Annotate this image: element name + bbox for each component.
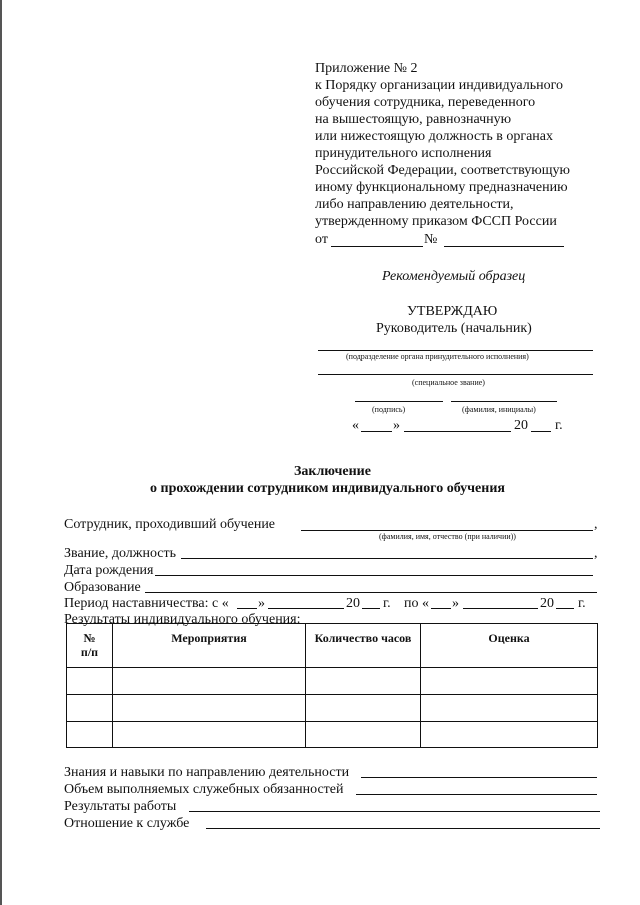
period-close-quote: » [258, 596, 265, 611]
work-results-field[interactable] [189, 811, 600, 812]
rank-position-label: Звание, должность [64, 546, 177, 561]
table-cell[interactable] [306, 668, 421, 695]
birth-date-label: Дата рождения [64, 563, 154, 578]
table-row [67, 668, 598, 695]
unit-hint: (подразделение органа принудительного исполнения) [346, 352, 529, 361]
work-results-label: Результаты работы [64, 799, 177, 814]
table-cell[interactable] [421, 695, 598, 722]
date-year-prefix: 20 [514, 418, 528, 433]
signature-hint: (подпись) [372, 405, 406, 414]
period-g2: г. [578, 596, 586, 611]
date-close-quote: » [393, 418, 400, 433]
period-to-label: по « [404, 596, 429, 611]
approve-title: УТВЕРЖДАЮ [407, 304, 498, 319]
rank-comma: , [594, 546, 598, 561]
employee-field[interactable] [301, 530, 593, 531]
employee-comma: , [594, 517, 598, 532]
appendix-line: или нижестоящую должность в органах [315, 129, 553, 144]
table-cell[interactable] [421, 722, 598, 748]
table-row [67, 695, 598, 722]
results-label: Результаты индивидуального обучения: [64, 612, 301, 627]
doc-subtitle: о прохождении сотрудником индивидуального обучения [150, 481, 505, 496]
appendix-number-label: № [424, 232, 438, 247]
table-cell[interactable] [67, 695, 113, 722]
birth-date-field[interactable] [155, 575, 593, 576]
attitude-label: Отношение к службе [64, 816, 190, 831]
appendix-line: обучения сотрудника, переведенного [315, 95, 536, 110]
header-hours: Количество часов [306, 624, 421, 668]
appendix-line: Российской Федерации, соответствующую [315, 163, 570, 178]
appendix-date-line[interactable] [331, 246, 423, 247]
table-row [67, 722, 598, 748]
name-hint: (фамилия, инициалы) [462, 405, 536, 414]
rank-position-field[interactable] [181, 558, 593, 559]
approve-subtitle: Руководитель (начальник) [376, 321, 532, 336]
attitude-field[interactable] [206, 828, 600, 829]
appendix-number-line[interactable] [444, 246, 564, 247]
table-cell[interactable] [113, 668, 306, 695]
appendix-from-label: от [315, 232, 328, 247]
header-number: № п/п [67, 624, 113, 668]
appendix-line: на вышестоящую, равнозначную [315, 112, 512, 127]
table-header-row [67, 624, 598, 668]
appendix-line: к Порядку организации индивидуального [315, 78, 563, 93]
period-label: Период наставничества: с « [64, 596, 229, 611]
table-cell[interactable] [113, 722, 306, 748]
period-year1: 20 [346, 596, 360, 611]
employee-label: Сотрудник, проходивший обучение [64, 517, 276, 532]
date-year-line[interactable] [531, 431, 551, 432]
date-month-line[interactable] [404, 431, 511, 432]
table-cell[interactable] [67, 668, 113, 695]
period-g1: г. [383, 596, 391, 611]
employee-hint: (фамилия, имя, отчество (при наличии)) [379, 532, 516, 541]
period-to-month[interactable] [463, 608, 538, 609]
knowledge-label: Знания и навыки по направлению деятельности [64, 765, 350, 780]
signature-line[interactable] [355, 401, 443, 402]
period-to-day[interactable] [431, 608, 451, 609]
table-cell[interactable] [113, 695, 306, 722]
period-from-day[interactable] [237, 608, 257, 609]
sample-label: Рекомендуемый образец [382, 269, 526, 284]
date-day-line[interactable] [361, 431, 392, 432]
table-cell[interactable] [421, 668, 598, 695]
date-open-quote: « [352, 418, 359, 433]
doc-title: Заключение [294, 464, 371, 479]
table-cell[interactable] [306, 695, 421, 722]
period-close-quote2: » [452, 596, 459, 611]
rank-hint: (специальное звание) [412, 378, 485, 387]
table-cell[interactable] [67, 722, 113, 748]
rank-line[interactable] [318, 374, 593, 375]
appendix-line: Приложение № 2 [315, 61, 418, 76]
appendix-line: принудительного исполнения [315, 146, 492, 161]
period-from-year[interactable] [362, 608, 380, 609]
volume-label: Объем выполняемых служебных обязанностей [64, 782, 344, 797]
education-label: Образование [64, 580, 141, 595]
education-field[interactable] [145, 592, 597, 593]
results-table [66, 623, 598, 748]
appendix-line: иному функциональному предназначению [315, 180, 568, 195]
header-grade: Оценка [421, 624, 598, 668]
unit-line[interactable] [318, 350, 593, 351]
appendix-line: либо направлению деятельности, [315, 197, 514, 212]
initials-line[interactable] [451, 401, 557, 402]
period-from-month[interactable] [268, 608, 344, 609]
appendix-line: утвержденному приказом ФССП России [315, 214, 557, 229]
table-cell[interactable] [306, 722, 421, 748]
knowledge-field[interactable] [361, 777, 597, 778]
header-activities: Мероприятия [113, 624, 306, 668]
page-edge [0, 0, 2, 905]
period-to-year[interactable] [556, 608, 574, 609]
period-year2: 20 [540, 596, 554, 611]
volume-field[interactable] [356, 794, 597, 795]
date-year-suffix: г. [555, 418, 563, 433]
